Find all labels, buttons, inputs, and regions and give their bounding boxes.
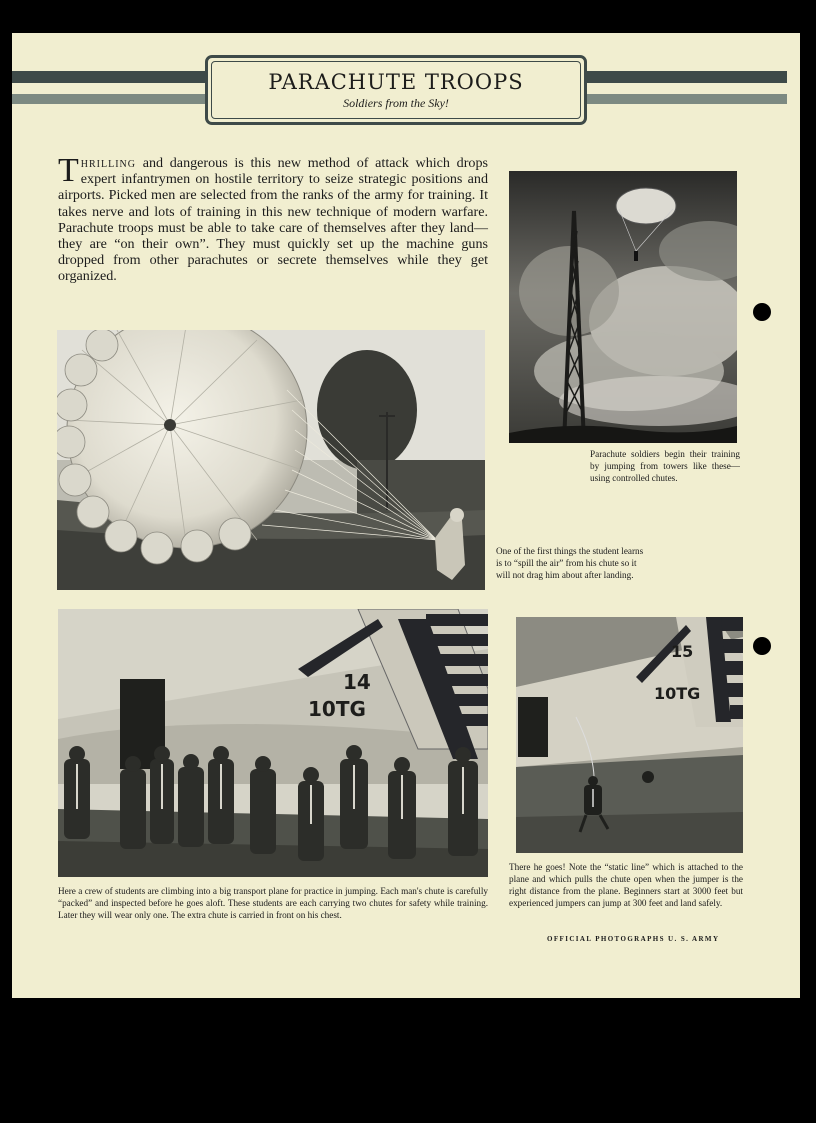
crew-photo (58, 609, 488, 877)
binder-hole-top (753, 303, 771, 321)
chute-caption: One of the first things the student learns is to “spill the air” from his chute so it will not drag him about after landing. (496, 546, 644, 580)
jump-caption: There he goes! Note the “static line” which is attached to the plane and which pulls the chute open when the jumper is the right distance from the plane. Beginners start at 3000 feet but experienced jumpers can jump at 300 feet and land safely. (509, 862, 743, 908)
tower-caption: Parachute soldiers begin their training by jumping from towers like these—using controlled chutes. (590, 449, 740, 483)
crew-caption: Here a crew of students are climbing into a big transport plane for practice in jumping. Each man's chute is carefully “packed” and inspected before he goes aloft. These students are each carrying two chutes for safety while training. Later they will wear only one. The extra chute is carried in front on his chest. (58, 886, 488, 920)
jump-photo (516, 617, 743, 853)
photo-credit: OFFICIAL PHOTOGRAPHS U. S. ARMY (547, 935, 720, 943)
crew-tail-code: 10TG (308, 697, 366, 721)
crew-tail-number: 14 (343, 670, 371, 694)
page-sheet (12, 33, 800, 998)
page-subtitle: Soldiers from the Sky! (343, 96, 449, 110)
page-title: PARACHUTE TROOPS (268, 70, 524, 94)
drop-cap: T (58, 152, 79, 189)
jump-tail-number: 15 (671, 642, 694, 661)
jump-tail-code: 10TG (654, 684, 701, 703)
jump-photo-image (516, 617, 743, 853)
intro-lead-word: hrilling (80, 155, 136, 171)
crew-photo-image (58, 609, 488, 877)
tower-photo-image (509, 171, 737, 443)
tower-photo (509, 171, 737, 443)
chute-photo-image (57, 330, 485, 590)
title-plaque (205, 55, 587, 125)
chute-photo (57, 330, 485, 590)
binder-hole-bottom (753, 637, 771, 655)
intro-paragraph (58, 152, 488, 285)
intro-text: and dangerous is this new method of attack which drops expert infantrymen on hostile territory to seize strategic positions and airports. Picked men are selected from the ranks of the army for training. It takes nerve and lots of training in this new technique of modern warfare. Parachute troops must be able to take care of themselves after they land—they are “on their own”. They must quickly set up the machine guns dropped from other parachutes or secrete themselves while they get organized. (58, 155, 488, 285)
